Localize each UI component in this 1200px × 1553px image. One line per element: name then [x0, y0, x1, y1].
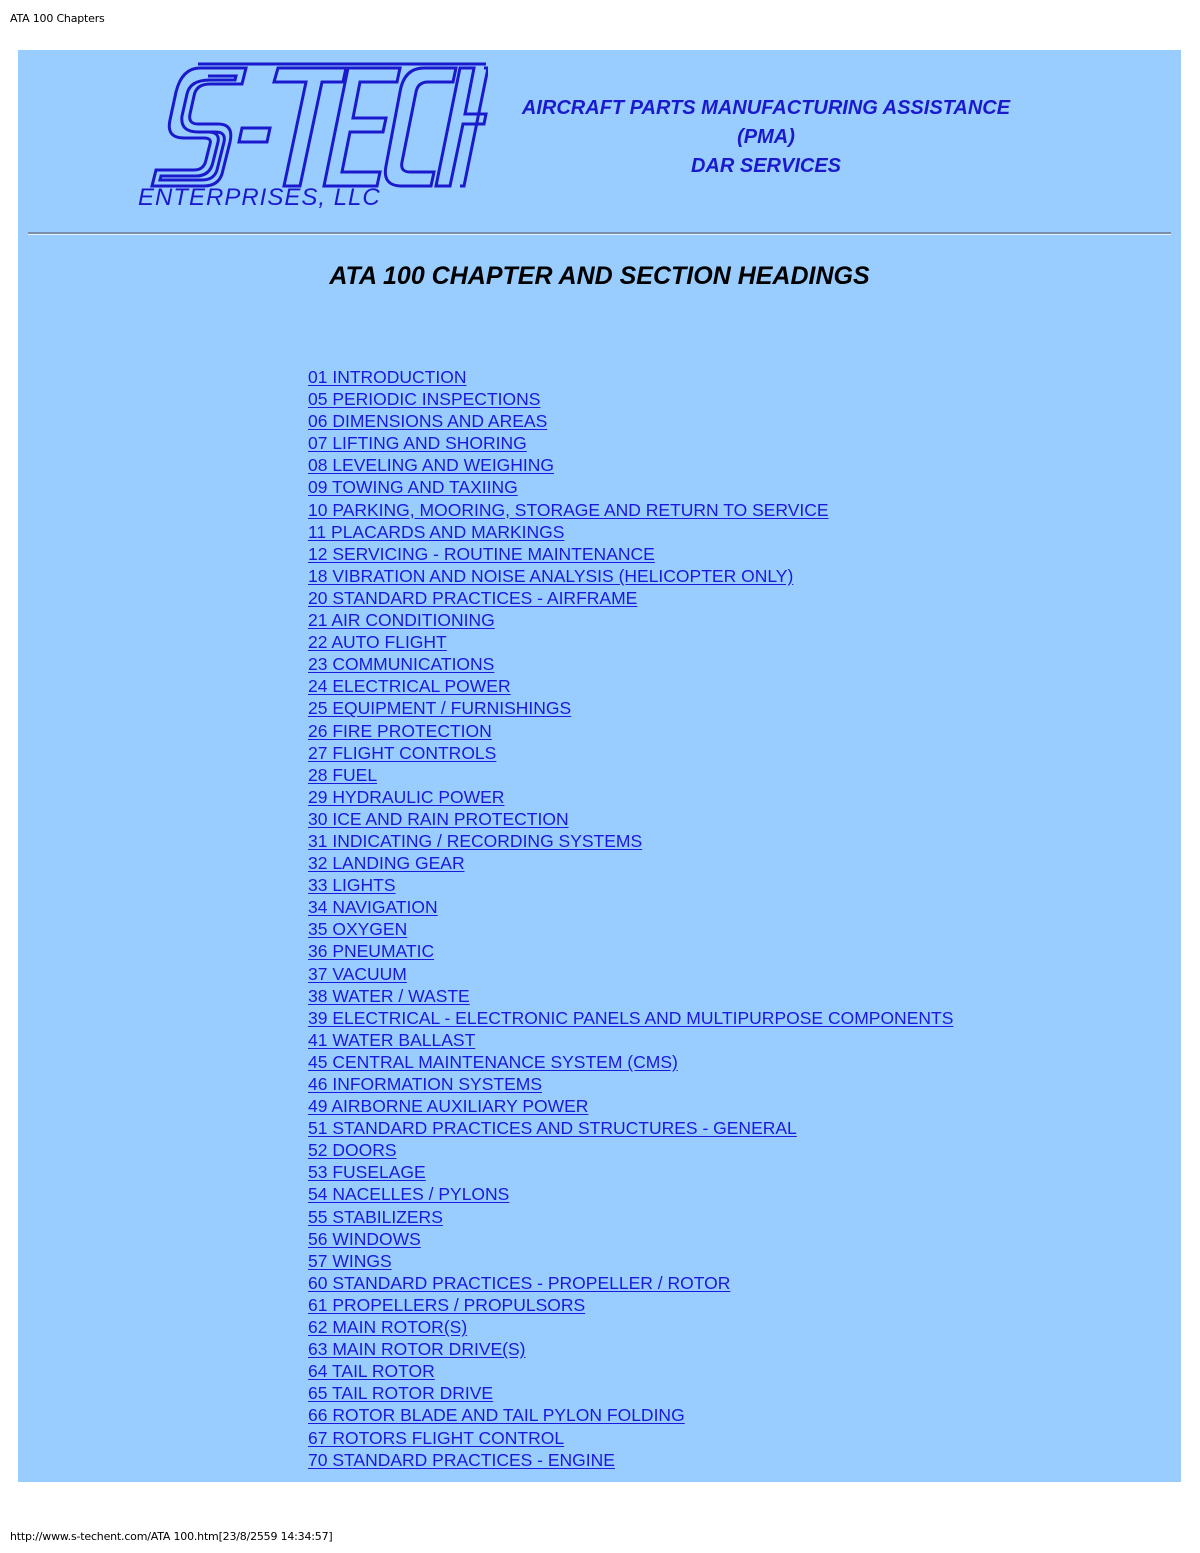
chapter-link[interactable]: 38 WATER / WASTE: [308, 985, 470, 1006]
chapter-link[interactable]: 01 INTRODUCTION: [308, 367, 467, 387]
chapter-item: [308, 764, 953, 786]
content-panel: [18, 50, 1181, 1482]
chapter-link[interactable]: 67 ROTORS FLIGHT CONTROL: [308, 1427, 565, 1448]
chapter-link[interactable]: 31 INDICATING / RECORDING SYSTEMS: [308, 830, 643, 851]
chapter-link[interactable]: 32 LANDING GEAR: [308, 853, 465, 874]
chapter-link[interactable]: 51 STANDARD PRACTICES AND STRUCTURES - GENERAL: [308, 1118, 797, 1139]
chapter-link[interactable]: 20 STANDARD PRACTICES - AIRFRAME: [308, 587, 638, 608]
chapter-link[interactable]: 33 LIGHTS: [308, 875, 396, 896]
page-title: ATA 100 CHAPTER AND SECTION HEADINGS: [329, 262, 870, 290]
chapter-link[interactable]: 57 WINGS: [308, 1250, 392, 1271]
chapter-link[interactable]: 63 MAIN ROTOR DRIVE(S): [308, 1339, 526, 1360]
chapter-item: [308, 985, 953, 1007]
chapter-item: [308, 410, 953, 432]
chapter-link[interactable]: 37 VACUUM: [308, 963, 407, 984]
chapter-link[interactable]: 09 TOWING AND TAXIING: [308, 477, 518, 498]
chapter-link[interactable]: 62 MAIN ROTOR(S): [308, 1317, 468, 1338]
horizontal-divider: [28, 232, 1171, 235]
chapter-item: [308, 1294, 953, 1316]
chapter-link[interactable]: 06 DIMENSIONS AND AREAS: [308, 411, 548, 432]
chapter-link[interactable]: 54 NACELLES / PYLONS: [308, 1184, 510, 1205]
chapter-item: [308, 1095, 953, 1117]
tagline-line-3: DAR SERVICES: [690, 155, 842, 177]
print-header: ATA 100 Chapters: [10, 12, 105, 25]
chapter-item: [308, 653, 953, 675]
chapter-link[interactable]: 35 OXYGEN: [308, 919, 408, 940]
tagline-line-2: (PMA): [737, 126, 795, 148]
chapter-item: [308, 1161, 953, 1183]
chapter-link[interactable]: 21 AIR CONDITIONING: [308, 610, 495, 631]
chapter-item: [308, 1029, 953, 1051]
chapter-link[interactable]: 26 FIRE PROTECTION: [308, 720, 492, 741]
chapter-item: [308, 808, 953, 830]
chapter-item: [308, 896, 953, 918]
chapter-item: [308, 940, 953, 962]
chapter-item: [308, 1382, 953, 1404]
chapter-item: [308, 1206, 953, 1228]
chapter-link[interactable]: 61 PROPELLERS / PROPULSORS: [308, 1294, 586, 1315]
print-footer: http://www.s-techent.com/ATA 100.htm[23/8/2559 14:34:57]: [10, 1530, 333, 1543]
chapter-item: [308, 1073, 953, 1095]
chapter-link[interactable]: 28 FUEL: [308, 764, 378, 785]
chapter-link[interactable]: 07 LIFTING AND SHORING: [308, 433, 527, 454]
chapter-link[interactable]: 05 PERIODIC INSPECTIONS: [308, 389, 541, 410]
chapter-item: [308, 1449, 953, 1471]
chapter-item: [308, 675, 953, 697]
chapter-link[interactable]: 65 TAIL ROTOR DRIVE: [308, 1383, 494, 1404]
chapter-list: [308, 366, 953, 1471]
tagline: [466, 94, 1066, 181]
chapter-link[interactable]: 41 WATER BALLAST: [308, 1029, 476, 1050]
chapter-item: [308, 609, 953, 631]
chapter-item: [308, 366, 953, 388]
chapter-link[interactable]: 55 STABILIZERS: [308, 1206, 443, 1227]
chapter-item: [308, 720, 953, 742]
chapter-item: [308, 565, 953, 587]
chapter-link[interactable]: 25 EQUIPMENT / FURNISHINGS: [308, 698, 572, 719]
chapter-item: [308, 1404, 953, 1426]
chapter-link[interactable]: 64 TAIL ROTOR: [308, 1361, 435, 1382]
chapter-item: [308, 1250, 953, 1272]
chapter-item: [308, 874, 953, 896]
chapter-item: [308, 1272, 953, 1294]
chapter-link[interactable]: 29 HYDRAULIC POWER: [308, 786, 505, 807]
logo-subtitle: ENTERPRISES, LLC: [138, 184, 381, 211]
chapter-item: [308, 476, 953, 498]
chapter-item: [308, 1427, 953, 1449]
chapter-link[interactable]: 10 PARKING, MOORING, STORAGE AND RETURN TO SERVICE: [308, 499, 829, 520]
chapter-item: [308, 388, 953, 410]
chapter-link[interactable]: 12 SERVICING - ROUTINE MAINTENANCE: [308, 543, 655, 564]
chapter-link[interactable]: 45 CENTRAL MAINTENANCE SYSTEM (CMS): [308, 1051, 678, 1072]
chapter-item: [308, 742, 953, 764]
chapter-link[interactable]: 30 ICE AND RAIN PROTECTION: [308, 808, 569, 829]
chapter-item: [308, 852, 953, 874]
chapter-item: [308, 1338, 953, 1360]
chapter-link[interactable]: 22 AUTO FLIGHT: [308, 632, 447, 653]
chapter-link[interactable]: 70 STANDARD PRACTICES - ENGINE: [308, 1449, 615, 1470]
chapter-item: [308, 454, 953, 476]
chapter-link[interactable]: 53 FUSELAGE: [308, 1162, 426, 1183]
chapter-link[interactable]: 36 PNEUMATIC: [308, 941, 435, 962]
chapter-link[interactable]: 52 DOORS: [308, 1140, 397, 1161]
chapter-item: [308, 1316, 953, 1338]
chapter-link[interactable]: 46 INFORMATION SYSTEMS: [308, 1074, 543, 1094]
chapter-item: [308, 587, 953, 609]
chapter-link[interactable]: 56 WINDOWS: [308, 1228, 421, 1249]
chapter-item: [308, 631, 953, 653]
chapter-item: [308, 1051, 953, 1073]
chapter-item: [308, 1183, 953, 1205]
chapter-link[interactable]: 60 STANDARD PRACTICES - PROPELLER / ROTOR: [308, 1272, 731, 1293]
chapter-link[interactable]: 34 NAVIGATION: [308, 897, 438, 918]
chapter-link[interactable]: 27 FLIGHT CONTROLS: [308, 742, 497, 763]
tagline-line-1: AIRCRAFT PARTS MANUFACTURING ASSISTANCE: [521, 97, 1011, 119]
chapter-item: [308, 830, 953, 852]
chapter-item: [308, 1228, 953, 1250]
chapter-link[interactable]: 18 VIBRATION AND NOISE ANALYSIS (HELICOPTER ONLY): [308, 565, 794, 586]
chapter-item: [308, 432, 953, 454]
chapter-link[interactable]: 08 LEVELING AND WEIGHING: [308, 455, 555, 476]
chapter-link[interactable]: 39 ELECTRICAL - ELECTRONIC PANELS AND MULTIPURPOSE COMPONENTS: [308, 1007, 954, 1028]
chapter-link[interactable]: 49 AIRBORNE AUXILIARY POWER: [308, 1096, 589, 1117]
chapter-item: [308, 1117, 953, 1139]
chapter-item: [308, 543, 953, 565]
chapter-item: [308, 1139, 953, 1161]
chapter-item: [308, 918, 953, 940]
chapter-item: [308, 697, 953, 719]
chapter-link[interactable]: 66 ROTOR BLADE AND TAIL PYLON FOLDING: [308, 1405, 685, 1426]
chapter-item: [308, 1360, 953, 1382]
chapter-link[interactable]: 23 COMMUNICATIONS: [308, 654, 495, 675]
chapter-item: [308, 963, 953, 985]
chapter-link[interactable]: 24 ELECTRICAL POWER: [308, 676, 511, 697]
chapter-item: [308, 1007, 953, 1029]
chapter-item: [308, 786, 953, 808]
chapter-link[interactable]: 11 PLACARDS AND MARKINGS: [308, 521, 565, 542]
chapter-item: [308, 499, 953, 521]
chapter-item: [308, 521, 953, 543]
